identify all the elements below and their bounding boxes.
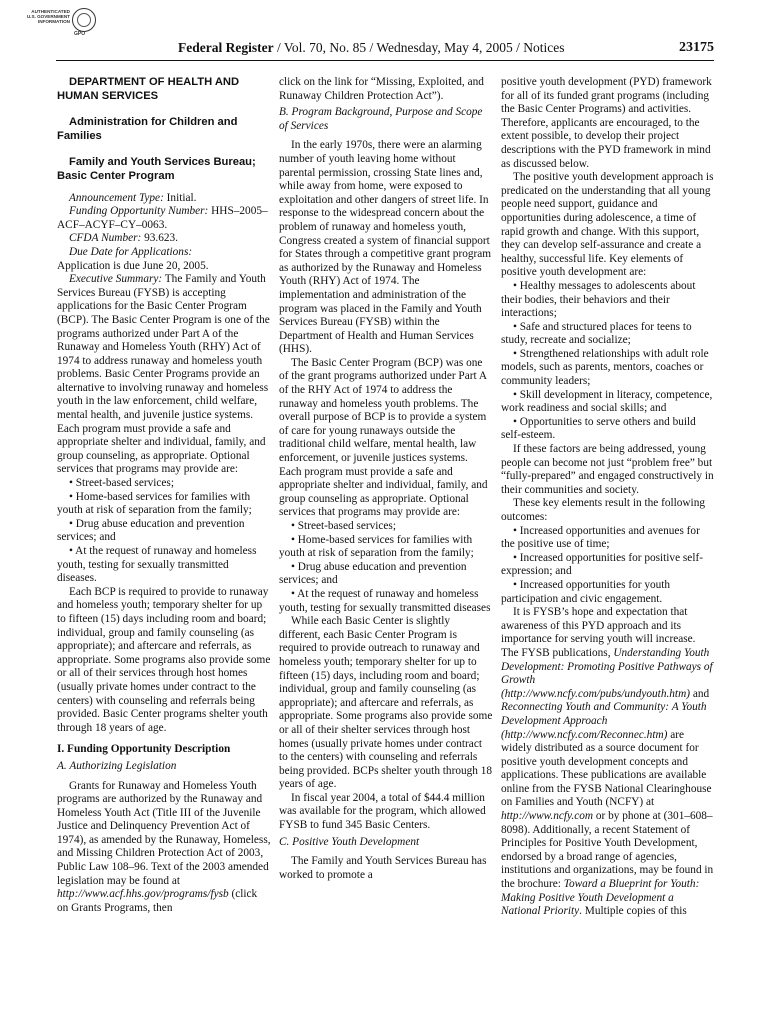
- logo-line: INFORMATION: [37, 19, 70, 25]
- paragraph: click on the link for “Missing, Exploited, and Runaway Children Protection Act”).: [279, 76, 484, 102]
- logo-mark: GPO: [74, 31, 86, 37]
- section-heading: I. Funding Opportunity Description: [57, 743, 231, 756]
- publication-link[interactable]: Understanding Youth Development: Promoting Positive Pathways of Growth (http://www.ncfy.com/pubs/undyouth.htm): [501, 646, 713, 700]
- eagle-seal-icon: [72, 8, 96, 32]
- url-link[interactable]: http://www.acf.hhs.gov/programs/fysb: [57, 888, 229, 901]
- paragraph: If these factors are being addressed, young people can become not just “problem free” but “fully-prepared” and engaged constructively in their communities and society.: [501, 443, 714, 496]
- paragraph: The Family and Youth Services Bureau has worked to promote a: [279, 855, 487, 881]
- paragraph: In fiscal year 2004, a total of $44.4 million was available for the program, which allowed FYSB to fund 345 Basic Centers.: [279, 791, 486, 832]
- page-number: 23175: [679, 40, 714, 55]
- due-date-value: Application is due June 20, 2005.: [57, 259, 209, 272]
- list-item: • Home-based services for families with youth at risk of separation from the family;: [279, 533, 474, 560]
- field-label: Executive Summary:: [69, 273, 163, 286]
- field-value: HHS–2005–ACF–ACYF–CY–0063.: [57, 205, 268, 231]
- list-item: • Healthy messages to adolescents about their bodies, their behaviors and their interactions;: [501, 279, 696, 320]
- publication-name: Federal Register: [178, 40, 274, 55]
- paragraph: positive youth development (PYD) framework for all of its funded grant programs (including the Basic Center Programs) and activities. Therefore, applicants are encouraged, to the extent possible, to develop their project descriptions with the PYD framework in mind as discussed below.: [501, 76, 712, 170]
- funding-number: [57, 205, 271, 232]
- paragraph-text: and: [690, 687, 710, 700]
- paragraph-text: The Family and Youth Services Bureau (FYSB) is accepting applications for the Basic Center Program (BCP). The Basic Center Program is one of the programs authorized under Part A of the Runaway and Homeless Youth (RHY) Act of 1974 to address runaway and homeless youth problems. Basic Center Programs provide an alternative to involving runaway and homeless youth in the law enforcement, child welfare, mental health, and juvenile justice systems. Each program must provide a safe and appropriate shelter and individual, family, and group counseling, as appropriate. Optional services that programs may provide are:: [57, 273, 270, 476]
- field-label: Funding Opportunity Number:: [69, 205, 209, 218]
- announcement-type: [57, 192, 271, 206]
- paragraph-text: are widely distributed as a source document for positive youth development concepts and applications. These publications are available online from the FYSB National Clearinghouse on Families and Youth (NCFY) at: [501, 728, 712, 809]
- logo-line: U.S. GOVERNMENT: [26, 14, 70, 20]
- cfda-number: [57, 232, 271, 246]
- paragraph: These key elements result in the following outcomes:: [501, 497, 705, 523]
- logo-text: [14, 9, 70, 25]
- subagency-heading: Administration for Children and Families: [57, 116, 238, 142]
- gpo-authenticated-logo: [14, 6, 100, 36]
- publication-link[interactable]: Reconnecting Youth and Community: A Youth Development Approach (http://www.ncfy.com/Reconnec.htm): [501, 701, 707, 741]
- list-item: • Opportunities to serve others and build self-esteem.: [501, 415, 696, 442]
- paragraph: While each Basic Center is slightly different, each Basic Center Program is required to provide outreach to runaway and homeless youth; temporary shelter for up to fifteen (15) days, including room and board; individual, group and family counseling (as appropriate); and aftercare and referrals, as appropriate. Some programs also provide some or all of their shelter services through host homes (usually private homes under contract to the centers) with counseling and referrals being provided. BCPs shelter youth through 18 years of age.: [279, 615, 493, 791]
- column-3: [501, 76, 715, 919]
- logo-line: AUTHENTICATED: [31, 9, 70, 14]
- list-item: • Drug abuse education and prevention services; and: [279, 560, 467, 587]
- list-item: • Safe and structured places for teens to study, recreate and socialize;: [501, 320, 692, 347]
- paragraph-text: It is FYSB’s hope and expectation that awareness of this PYD approach and its importance for serving youth will increase. The FYSB publications,: [501, 606, 696, 659]
- paragraph: The Basic Center Program (BCP) was one of the grant programs authorized under Part A of the RHY Act of 1974 to address the runaway and homeless youth problems. The overall purpose of BCP is to provide a system of care for young runaways outside the traditional child welfare, mental health, law enforcement, or juvenile justices systems. Each program must provide a safe and appropriate shelter and individual, family, and group counseling as appropriate. Optional services that programs may provide are:: [279, 356, 488, 519]
- paragraph: The positive youth development approach is predicated on the understanding that all young people need support, guidance and opportunities during adolescence, a time of rapid growth and change. With this support, they can develop self-assurance and create a healthy, successful life. Key elements of positive youth development are:: [501, 171, 714, 279]
- field-value: 93.623.: [141, 232, 178, 245]
- paragraph-text: (click on Grants Programs, then: [57, 888, 258, 914]
- field-value: Initial.: [163, 191, 197, 204]
- column-1: [57, 76, 271, 915]
- list-item: • Increased opportunities for positive self-expression; and: [501, 551, 703, 578]
- issue-details: / Vol. 70, No. 85 / Wednesday, May 4, 2005 / Notices: [273, 40, 565, 55]
- program-heading: Family and Youth Services Bureau; Basic Center Program: [57, 156, 256, 182]
- list-item: • Skill development in literacy, competence, work readiness and social skills; and: [501, 388, 713, 415]
- paragraph: [501, 606, 715, 919]
- column-2: [279, 76, 493, 882]
- subsection-heading: B. Program Background, Purpose and Scope of Services: [279, 106, 483, 132]
- brochure-title: Toward a Blueprint for Youth: Making Positive Youth Development a National Priority: [501, 878, 700, 918]
- paragraph: Each BCP is required to provide to runaway and homeless youth; temporary shelter for up to fifteen (15) days including room and board; individual, group and family counseling (as appropriate); and aftercare and referrals, as appropriate. Some programs also provide some or all of their services through host homes (usually private homes under contract to the centers) with counseling and referrals being provided. Basic Center programs shelter youth through 18 years of age.: [57, 585, 271, 734]
- paragraph: [57, 780, 271, 916]
- list-item: • Home-based services for families with youth at risk of separation from the family;: [57, 490, 252, 517]
- list-item: • Strengthened relationships with adult role models, such as parents, mentors, coaches or community leaders;: [501, 347, 709, 388]
- list-item: • At the request of runaway and homeless youth, testing for sexually transmitted diseases.: [57, 545, 257, 585]
- field-label: Due Date for Applications:: [69, 245, 193, 258]
- field-label: Announcement Type:: [69, 191, 164, 204]
- list-item: • At the request of runaway and homeless youth, testing for sexually transmitted diseases: [279, 587, 491, 614]
- list-item: • Increased opportunities for youth participation and civic engagement.: [501, 578, 671, 605]
- agency-heading: DEPARTMENT OF HEALTH AND HUMAN SERVICES: [57, 76, 240, 102]
- executive-summary: [57, 273, 271, 477]
- page-header: [178, 40, 714, 58]
- url-link[interactable]: http://www.ncfy.com: [501, 810, 594, 823]
- list-item: • Drug abuse education and prevention services; and: [57, 517, 245, 544]
- field-label: CFDA Number:: [69, 232, 142, 245]
- subsection-heading: C. Positive Youth Development: [279, 835, 420, 848]
- list-item: • Increased opportunities and avenues for the positive use of time;: [501, 524, 700, 551]
- paragraph-text: Grants for Runaway and Homeless Youth programs are authorized by the Runaway and Homeless Youth Act (Title III of the Juvenile Justice and Delinquency Prevention Act of 1974), as amended by the Runaway, Homeless, and Missing Children Protection Act of 2003, Public Law 108–96. Text of the 2003 amended legislation may be found at: [57, 779, 271, 887]
- list-item: • Street-based services;: [291, 520, 396, 532]
- paragraph-text: . Multiple copies of this: [579, 905, 687, 918]
- header-rule: [56, 60, 714, 61]
- due-date-label: [57, 246, 271, 260]
- paragraph: In the early 1970s, there were an alarming number of youth leaving home without parental permission, crossing State lines and, while away from home, were exposed to exploitation and other dangers of street life. In response to the widespread concern about the problem of runaway and homeless youth, Congress created a system of financial support for States through a competitive grant program as authorized by the Runaway and Homeless Youth (RHY) Act of 1974. The implementation and administration of the program was placed in the Family and Youth Services Bureau (FYSB) within the Department of Health and Human Services (HHS).: [279, 139, 492, 356]
- subsection-heading: A. Authorizing Legislation: [57, 759, 177, 772]
- paragraph-text: or by phone at (301–608–8098). Additionally, a recent Statement of Principles for Positive Youth Development, endorsed by a broad range of agencies, institutions and organizations, may be found in the brochure:: [501, 810, 714, 891]
- header-citation: [178, 40, 565, 56]
- list-item: • Street-based services;: [69, 477, 174, 490]
